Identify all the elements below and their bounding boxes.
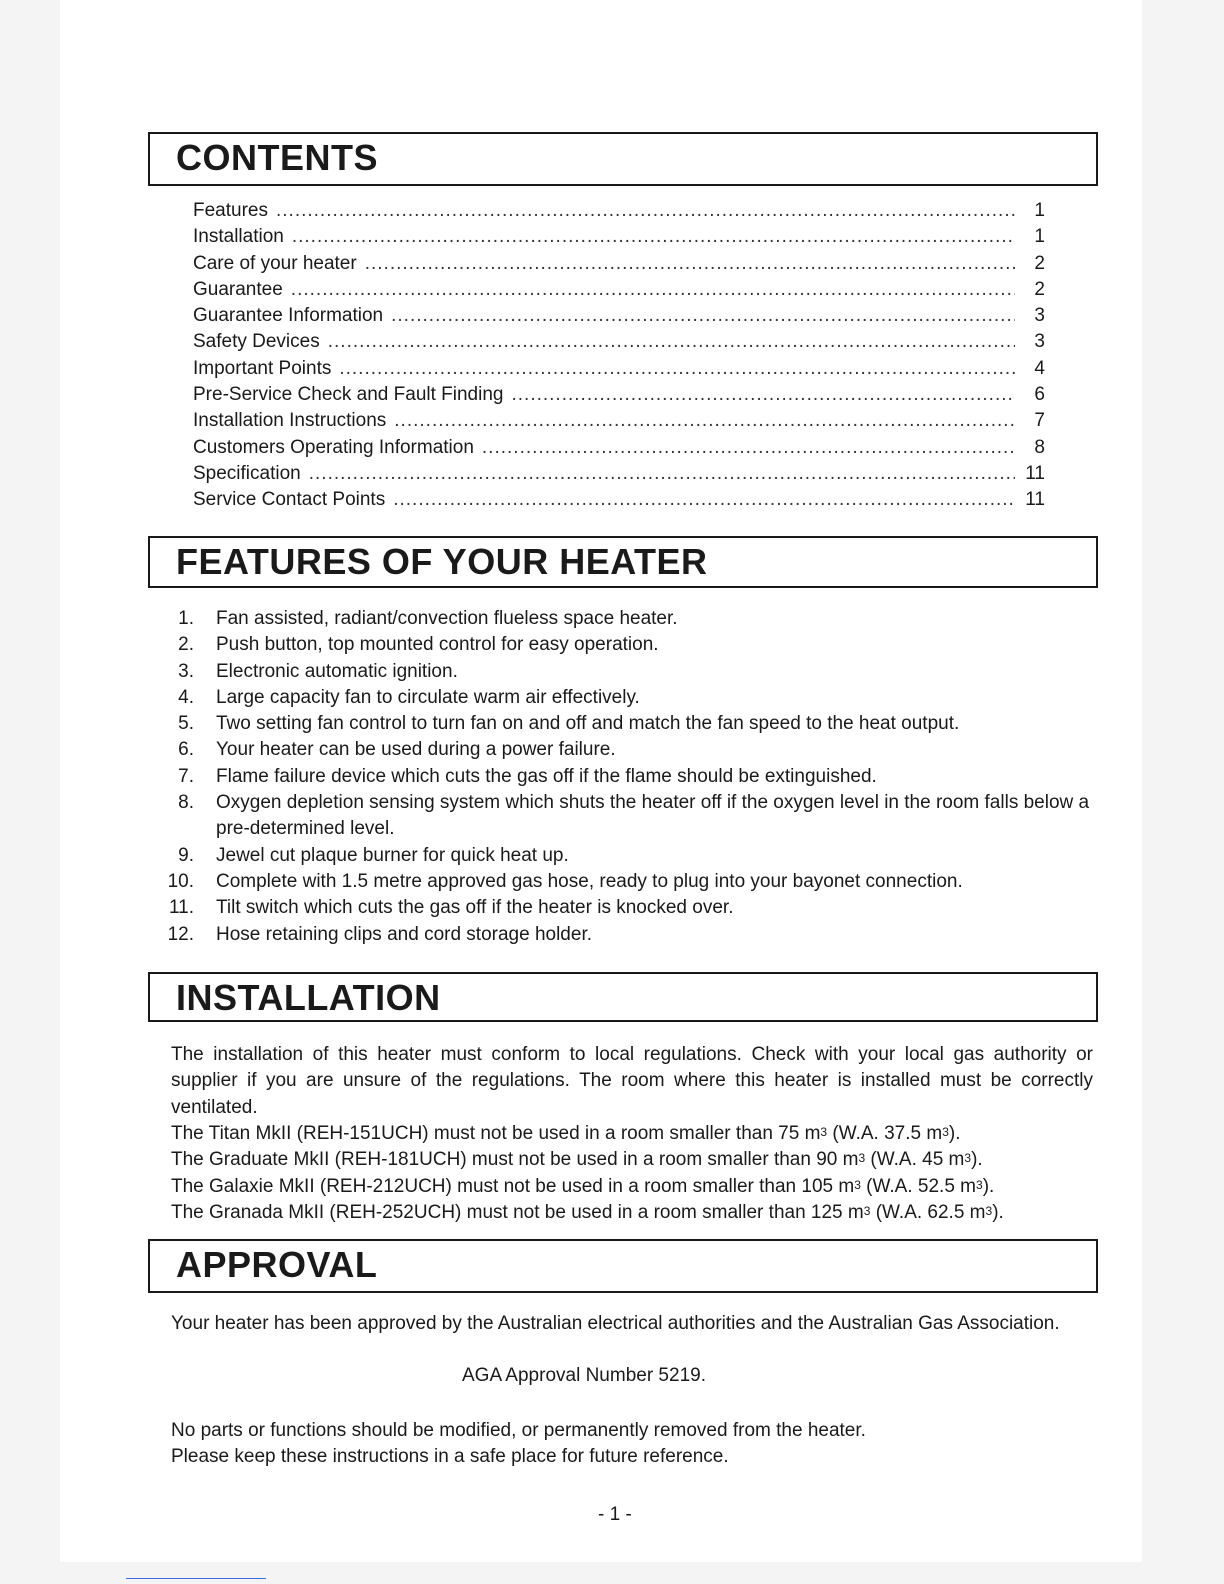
list-item-text: Tilt switch which cuts the gas off if the heater is knocked over.	[216, 897, 734, 919]
list-item	[160, 843, 1100, 869]
toc-entry[interactable]	[193, 279, 1045, 305]
room-size-line: The Galaxie MkII (REH-212UCH) must not be used in a room smaller than 105 $m^3$ (W.A. 52.5 $m^3$).	[171, 1175, 995, 1197]
toc-page-number: 8	[1034, 436, 1045, 458]
toc-leader-dots	[276, 200, 1015, 222]
closing-line: No parts or functions should be modified, or permanently removed from the heater.	[171, 1420, 866, 1441]
list-item-text: Fan assisted, radiant/convection flueless space heater.	[216, 608, 678, 629]
features-list	[160, 606, 1100, 948]
toc-page-number: 3	[1034, 305, 1045, 327]
installation-heading-box	[148, 972, 1098, 1022]
page-margin-bottom	[0, 1562, 1224, 1584]
approval-heading: APPROVAL	[176, 1244, 378, 1285]
list-item-text: Push button, top mounted control for easy operation.	[216, 634, 659, 656]
toc-leader-dots	[339, 358, 1015, 380]
approval-paragraph: Your heater has been approved by the Australian electrical authorities and the Australian Gas Association.	[171, 1313, 1060, 1334]
list-item-text: Flame failure device which cuts the gas off if the flame should be extinguished.	[216, 765, 877, 787]
toc-page-number: 2	[1034, 252, 1045, 274]
toc-label: Care of your heater	[193, 252, 357, 274]
room-size-line: The Graduate MkII (REH-181UCH) must not be used in a room smaller than 90 $m^3$ (W.A. 45 $m^3$).	[171, 1149, 983, 1171]
toc-entry[interactable]	[193, 331, 1045, 357]
list-item-text: Complete with 1.5 metre approved gas hose, ready to plug into your bayonet connection.	[216, 870, 963, 892]
list-item-number: 10.	[167, 870, 194, 892]
toc-leader-dots	[291, 279, 1015, 301]
list-item-number: 8.	[178, 792, 194, 814]
closing-notes	[171, 1418, 1093, 1471]
list-item-number: 12.	[167, 923, 194, 945]
list-item-number: 6.	[178, 739, 194, 761]
toc-label: Important Points	[193, 357, 332, 379]
toc-entry[interactable]	[193, 437, 1045, 463]
list-item-number: 3.	[178, 660, 194, 682]
installation-intro-paragraph: The installation of this heater must conform to local regulations. Check with your local gas authority or supplier if you are unsure of the regulations. The room where this heater is installed must be correctly ventilated.	[171, 1044, 1093, 1118]
toc-entry[interactable]	[193, 253, 1045, 279]
toc-entry[interactable]	[193, 200, 1045, 226]
list-item-text: Hose retaining clips and cord storage holder.	[216, 923, 593, 945]
list-item	[160, 711, 1100, 737]
toc-leader-dots	[309, 463, 1015, 485]
toc-leader-dots	[511, 384, 1015, 406]
list-item	[160, 659, 1100, 685]
toc-entry[interactable]	[193, 226, 1045, 252]
toc-entry[interactable]	[193, 384, 1045, 410]
toc-label: Installation Instructions	[193, 410, 387, 432]
toc-label: Guarantee Information	[193, 305, 384, 327]
list-item-number: 1.	[178, 608, 194, 629]
toc-leader-dots	[393, 489, 1015, 511]
room-size-line: The Titan MkII (REH-151UCH) must not be used in a room smaller than 75 $m^3$ (W.A. 37.5 $m^3$).	[171, 1123, 961, 1144]
toc-label: Service Contact Points	[193, 489, 386, 511]
contents-heading-box	[148, 132, 1098, 186]
toc-entry[interactable]	[193, 305, 1045, 331]
toc-entry[interactable]	[193, 410, 1045, 436]
toc-label: Installation	[193, 226, 284, 248]
toc-leader-dots	[365, 253, 1015, 275]
toc-entry[interactable]	[193, 358, 1045, 384]
toc-label: Customers Operating Information	[193, 436, 474, 458]
list-item-number: 9.	[178, 844, 194, 866]
list-item-number: 5.	[178, 713, 194, 735]
contents-heading: CONTENTS	[176, 137, 378, 178]
list-item-number: 4.	[178, 686, 194, 708]
toc-leader-dots	[328, 331, 1015, 353]
toc-page-number: 3	[1034, 331, 1045, 353]
toc-entry[interactable]	[193, 463, 1045, 489]
list-item-text: Oxygen depletion sensing system which shuts the heater off if the oxygen level in the room falls below a pre-determined level.	[216, 792, 1090, 840]
toc-page-number: 4	[1034, 357, 1045, 379]
link-underline	[126, 1578, 266, 1579]
table-of-contents	[193, 200, 1045, 516]
list-item	[160, 685, 1100, 711]
list-item	[160, 895, 1100, 921]
page-margin-left	[0, 0, 60, 1584]
list-item	[160, 922, 1100, 948]
list-item	[160, 606, 1100, 632]
installation-heading: INSTALLATION	[176, 977, 441, 1018]
approval-heading-box	[148, 1239, 1098, 1293]
toc-page-number: 1	[1034, 200, 1045, 221]
list-item	[160, 790, 1100, 843]
list-item-number: 11.	[168, 897, 194, 919]
list-item-text: Two setting fan control to turn fan on and off and match the fan speed to the heat output.	[216, 713, 960, 735]
toc-label: Pre-Service Check and Fault Finding	[193, 384, 504, 406]
toc-page-number: 7	[1034, 410, 1045, 432]
toc-label: Specification	[193, 462, 301, 484]
list-item	[160, 737, 1100, 763]
list-item	[160, 764, 1100, 790]
toc-leader-dots	[394, 410, 1015, 432]
toc-leader-dots	[482, 437, 1015, 459]
features-heading-box	[148, 536, 1098, 588]
toc-label: Guarantee	[193, 278, 283, 300]
toc-page-number: 11	[1025, 462, 1045, 484]
list-item-text: Large capacity fan to circulate warm air effectively.	[216, 686, 640, 708]
list-item	[160, 632, 1100, 658]
list-item-text: Electronic automatic ignition.	[216, 660, 458, 682]
toc-leader-dots	[292, 226, 1015, 248]
toc-leader-dots	[391, 305, 1015, 327]
aga-approval-number: AGA Approval Number 5219.	[462, 1365, 706, 1386]
page-margin-right	[1142, 0, 1224, 1584]
closing-line: Please keep these instructions in a safe place for future reference.	[171, 1446, 729, 1468]
list-item-text: Your heater can be used during a power failure.	[216, 739, 616, 761]
installation-room-sizes	[171, 1121, 1093, 1226]
toc-label: Features	[193, 200, 268, 221]
list-item-number: 2.	[178, 634, 194, 656]
list-item	[160, 869, 1100, 895]
toc-page-number: 2	[1034, 278, 1045, 300]
toc-page-number: 11	[1025, 489, 1045, 511]
toc-label: Safety Devices	[193, 331, 320, 353]
toc-page-number: 1	[1034, 226, 1045, 248]
list-item-number: 7.	[178, 765, 194, 787]
list-item-text: Jewel cut plaque burner for quick heat up.	[216, 844, 569, 866]
toc-page-number: 6	[1034, 384, 1045, 406]
page-number: - 1 -	[598, 1504, 632, 1525]
toc-entry[interactable]	[193, 489, 1045, 515]
features-heading: FEATURES OF YOUR HEATER	[176, 541, 708, 582]
room-size-line: The Granada MkII (REH-252UCH) must not be used in a room smaller than 125 $m^3$ (W.A. 62.5 $m^3$).	[171, 1201, 1004, 1223]
